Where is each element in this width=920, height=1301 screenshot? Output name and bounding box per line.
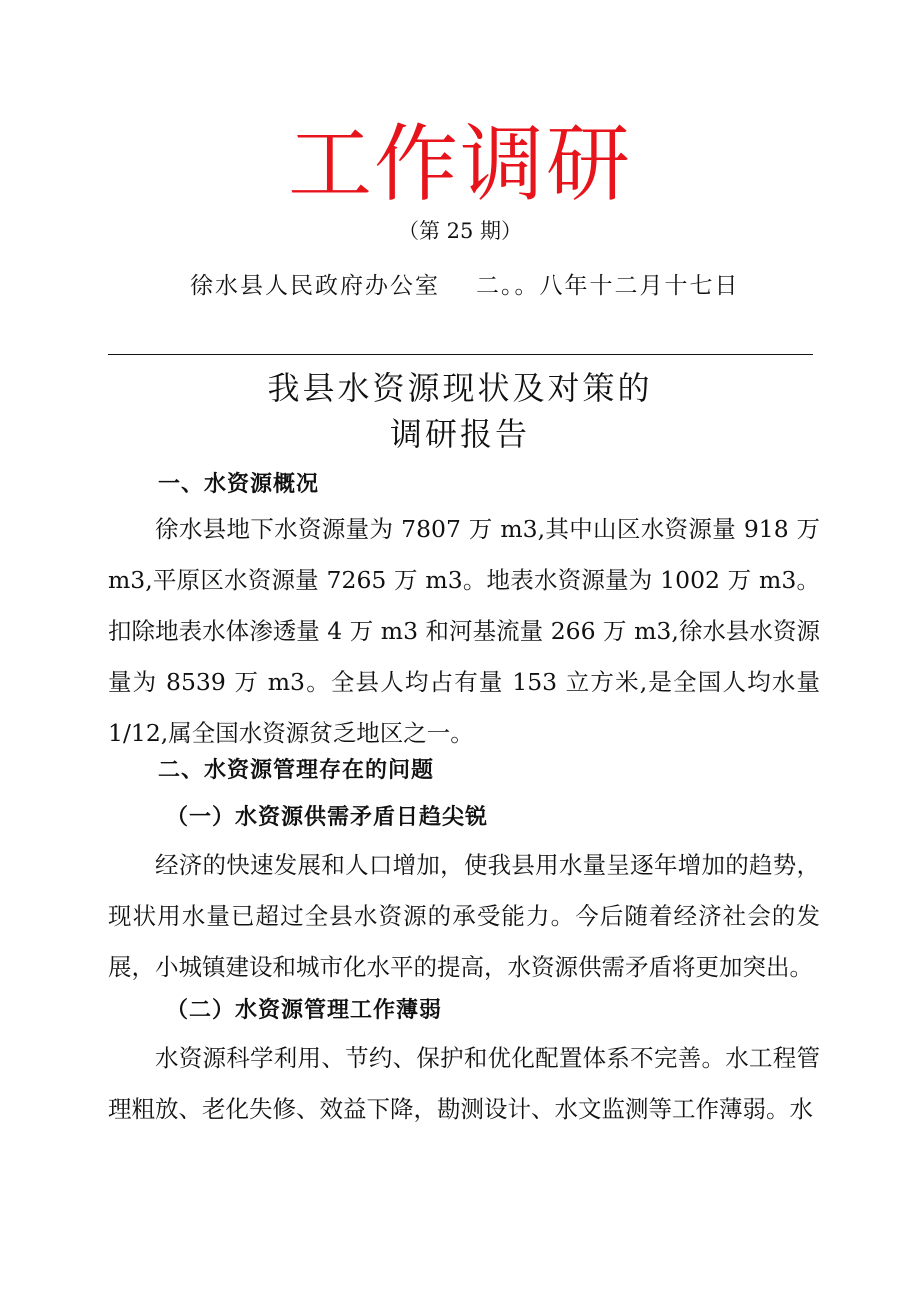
masthead-title: 工作调研 (287, 115, 632, 213)
issue-number: （第 25 期） (397, 219, 523, 243)
section-2-sub-2-paragraph: 水资源科学利用、节约、保护和优化配置体系不完善。水工程管理粗放、老化失修、效益下降，勘测设计、水文监测等工作薄弱。水 (108, 1044, 820, 1123)
issue-date: 二。。八年十二月十七日 (476, 273, 740, 299)
section-1-heading: 一、水资源概况 (158, 472, 320, 497)
issuing-office: 徐水县人民政府办公室 (190, 273, 440, 299)
section-2-heading: 二、水资源管理存在的问题 (158, 758, 435, 783)
header-divider (108, 354, 813, 355)
report-title-line-1: 我县水资源现状及对策的 (267, 369, 653, 407)
section-2-sub-2-heading: （二）水资源管理工作薄弱 (166, 998, 443, 1023)
section-1-paragraph: 徐水县地下水资源量为 7807 万 m3,其中山区水资源量 918 万 m3,平原区水资源量 7265 万 m3。地表水资源量为 1002 万 m3。扣除地表水体渗透量 4 万 m3 和河基流量 266 万 m3,徐水县水资源量为 8539 万 m3。全县人均占有量 153 立方米,是全国人均水量 1/12,属全国水资源贫乏地区之一。 (108, 515, 820, 747)
section-2-sub-1-paragraph: 经济的快速发展和人口增加，使我县用水量呈逐年增加的趋势，现状用水量已超过全县水资源的承受能力。今后随着经济社会的发展，小城镇建设和城市化水平的提高，水资源供需矛盾将更加突出。 (108, 851, 820, 981)
section-2-sub-1-heading: （一）水资源供需矛盾日趋尖锐 (166, 805, 489, 830)
report-title-line-2: 调研报告 (389, 415, 530, 453)
